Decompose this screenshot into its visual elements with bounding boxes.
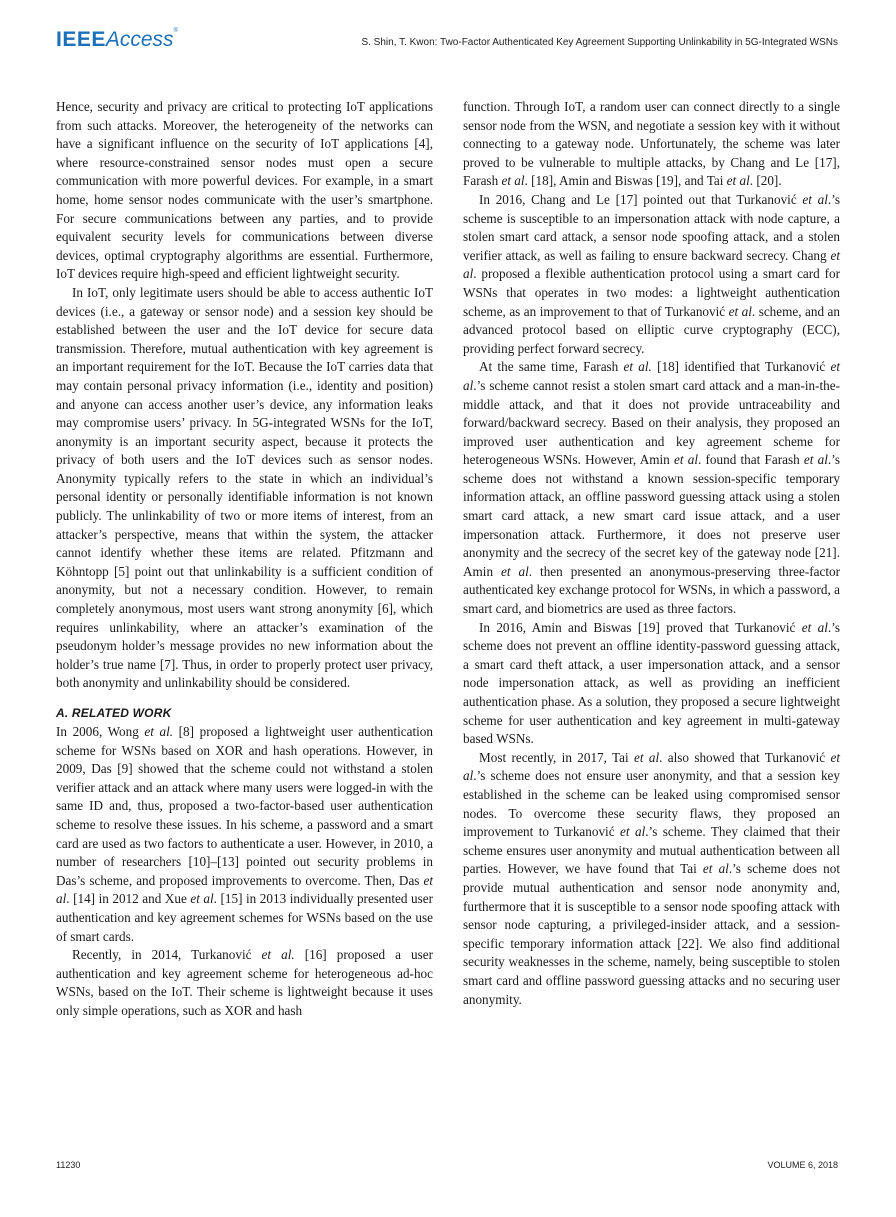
paragraph: In 2016, Amin and Biswas [19] proved that Turkanović et al.’s scheme does not prevent an offline identity-password guessing attack, a smart card theft attack, a user impersonation attack, and a sensor node impersonation attack, as well as providing an inefficient authentication phase. As a solution, they proposed a secure lightweight scheme for user authentication and key agreement in multi-gateway based WSNs.: [463, 619, 840, 747]
paragraph: In 2006, Wong et al. [8] proposed a lightweight user authentication scheme for WSNs based on XOR and hash operations. However, in 2009, Das [9] showed that the scheme could not withstand a stolen verifier attack and an attack where many users were logged-in with the same ID and, thus, proposed a two-factor-based user authentication scheme to resolve these issues. In his scheme, a password and a smart card are used as two factors to authenticate a user. However, in 2010, a number of researchers [10]–[13] pointed out security problems in Das’s scheme, and proposed improvements to overcome. Then, Das et al. [14] in 2012 and Xue et al. [15] in 2013 individually presented user authentication and key agreement schemes for WSNs based on the use of smart cards.: [56, 724, 433, 944]
paragraph: In IoT, only legitimate users should be able to access authentic IoT devices (i.e., a gateway or sensor node) and a session key should be established between the user and the IoT device for secure data transmission. Therefore, mutual authentication with key agreement is an important requirement for the IoT. Because the IoT carries data that may contain personal privacy information (i.e., identity and position) and anyone can access another user’s device, any information leaks may compromise users’ privacy. In 5G-integrated WSNs for the IoT, anonymity is an important security aspect, because it protects the privacy of both users and the IoT devices such as sensor nodes. Anonymity typically refers to the state in which an individual’s personal identity or personally identifiable information is not known publicly. The unlinkability of two or more items of interest, from an attacker’s perspective, means that within the system, the attacker cannot identify whether these items are related. Pfitzmann and Köhntopp [5] point out that unlinkability is a sufficient condition of anonymity, but not a necessary condition. However, to remain completely anonymous, most users want strong anonymity [6], which requires unlinkability, where an attacker’s examination of the pseudonym holder’s message provides no new information about the holder’s true name [7]. Thus, in order to properly protect user privacy, both anonymity and unlinkability should be considered.: [56, 284, 433, 691]
left-column: [56, 98, 433, 1021]
paragraph: function. Through IoT, a random user can connect directly to a single sensor node from the WSN, and negotiate a session key with it without connecting to a gateway node. Unfortunately, the scheme was later proved to be vulnerable to multiple attacks, by Chang and Le [17], Farash et al. [18], Amin and Biswas [19], and Tai et al. [20].: [463, 99, 840, 189]
logo-ieee-text: IEEE: [56, 28, 106, 51]
logo-access-text: Access: [105, 28, 174, 51]
logo-trademark: ®: [173, 28, 178, 34]
paragraph: In 2016, Chang and Le [17] pointed out that Turkanović et al.’s scheme is susceptible to an impersonation attack with node capture, a stolen smart card attack, a sensor node spoofing attack, and a stolen verifier attack, as well as failing to ensure backward secrecy. Chang et al. proposed a flexible authentication protocol using a smart card for WSNs that operates in two modes: a lightweight authentication scheme, as an improvement to that of Turkanović et al. scheme, and an advanced protocol based on elliptic curve cryptography (ECC), providing perfect forward secrecy.: [463, 191, 841, 356]
section-heading: A. RELATED WORK: [56, 706, 172, 720]
right-column: [463, 98, 840, 1009]
paragraph: Recently, in 2014, Turkanović et al. [16] proposed a user authentication and key agreement scheme for heterogeneous ad-hoc WSNs, based on the IoT. Their scheme is lightweight because it uses only simple operations, such as XOR and hash: [56, 947, 433, 1018]
page-number: 11230: [56, 1160, 81, 1170]
paragraph: Most recently, in 2017, Tai et al. also showed that Turkanović et al.’s scheme does not ensure user anonymity, and that a session key established in the scheme can be leaked using compromised sensor nodes. To overcome these security flaws, they proposed an improvement to Turkanović et al.’s scheme. They claimed that their scheme ensures user anonymity and mutual authentication between all parties. However, we have found that Tai et al.’s scheme does not provide mutual authentication and sensor node anonymity and, furthermore that it is susceptible to a sensor node spoofing attack with sensor node capturing, a privileged-insider attack, and a session-specific temporary information attack [22]. We also find additional security weaknesses in the scheme, namely, being susceptible to stolen smart card and offline password guessing attacks and no securing user anonymity.: [463, 749, 840, 1007]
paragraph: Hence, security and privacy are critical to protecting IoT applications from such attacks. Moreover, the heterogeneity of the networks can have a significant influence on the security of IoT applications [4], where resource-constrained sensor nodes must open a secure communication with more powerful devices. For example, in a smart home, home sensor nodes communicate with the user’s smartphone. For secure communications between any parties, and to provide equivalent security levels for communications between diverse devices, optimal cryptography algorithms are essential. Furthermore, IoT devices require high-speed and efficient lightweight security.: [56, 99, 433, 282]
volume-label: VOLUME 6, 2018: [767, 1160, 838, 1170]
ieee-access-logo: [56, 28, 178, 50]
running-head: S. Shin, T. Kwon: Two-Factor Authenticated Key Agreement Supporting Unlinkability in 5G-Integrated WSNs: [361, 37, 838, 48]
paragraph: At the same time, Farash et al. [18] identified that Turkanović et al.’s scheme cannot resist a stolen smart card attack and a man-in-the-middle attack, and that it does not provide untraceability and forward/backward secrecy. Based on their analysis, they proposed an improved user authentication and key agreement scheme for heterogeneous WSNs. However, Amin et al. found that Farash et al.’s scheme does not withstand a known session-specific temporary information attack, an offline password guessing attack using a stolen smart card attack, a new smart card issue attack, and a user impersonation attack. Furthermore, it does not preserve user anonymity and the secrecy of the secret key of the gateway node [21]. Amin et al. then presented an anonymous-preserving three-factor authenticated key exchange protocol for WSNs, in which a password, a smart card, and biometrics are used as three factors.: [463, 359, 841, 617]
